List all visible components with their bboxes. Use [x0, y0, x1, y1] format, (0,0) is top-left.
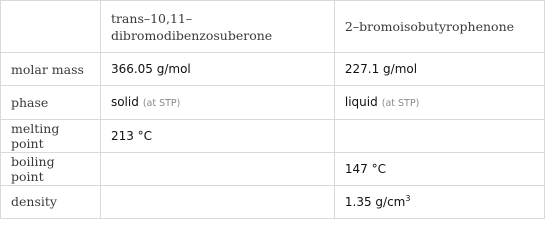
- cell-density-b: [334, 185, 544, 218]
- value-text: 147 °C: [344, 161, 386, 176]
- row-label-melting-point: melting point: [1, 119, 101, 152]
- header-corner-cell: [1, 1, 101, 53]
- header-compound-a-line-2: dibromodibenzosuberone: [110, 27, 273, 43]
- value-text: 366.05 g/mol: [110, 62, 191, 77]
- cell-phase-a: [100, 86, 334, 119]
- row-label-phase: phase: [1, 86, 101, 119]
- value-text: 1.35 g/cm: [344, 195, 406, 210]
- table-row-boiling-point: [1, 152, 545, 185]
- row-label-density: density: [1, 185, 101, 218]
- cell-molar-mass-a: [100, 53, 334, 86]
- table-row-molar-mass: [1, 53, 545, 86]
- cell-density-a: [100, 185, 334, 218]
- cell-melting-point-b: [334, 119, 544, 152]
- value-text: liquid: [344, 95, 378, 110]
- header-compound-a: [100, 1, 334, 53]
- value-text: solid: [110, 95, 139, 110]
- value-text: 213 °C: [110, 128, 153, 143]
- header-row: [1, 1, 545, 53]
- cell-phase-b: [334, 86, 544, 119]
- qualifier-text: (at STP): [142, 98, 181, 110]
- row-label-molar-mass: molar mass: [1, 53, 101, 86]
- cell-boiling-point-b: [334, 152, 544, 185]
- table-row-density: [1, 185, 545, 218]
- value-text: 227.1 g/mol: [344, 62, 418, 77]
- row-label-boiling-point: boiling point: [1, 152, 101, 185]
- header-compound-b: 2–bromoisobutyrophenone: [334, 1, 544, 53]
- table-row-melting-point: [1, 119, 545, 152]
- cell-boiling-point-a: [100, 152, 334, 185]
- qualifier-text: (at STP): [381, 98, 420, 110]
- cell-melting-point-a: [100, 119, 334, 152]
- cell-molar-mass-b: [334, 53, 544, 86]
- header-compound-a-line-1: trans–10,11–: [110, 10, 193, 26]
- table-row-phase: [1, 86, 545, 119]
- unit-exponent: 3: [405, 194, 411, 204]
